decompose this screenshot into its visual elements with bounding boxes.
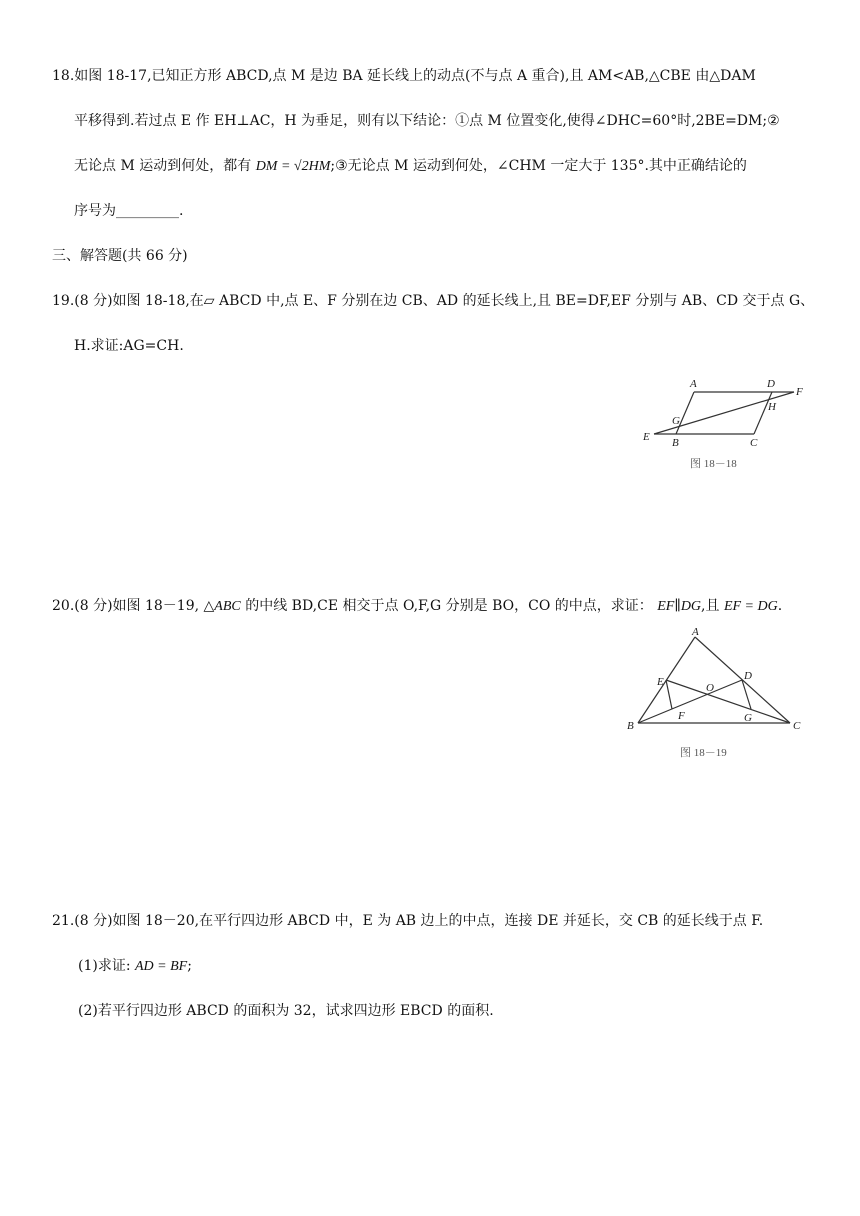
label-D: D xyxy=(744,670,752,682)
q21-part1-text-a: (1)求证: xyxy=(78,958,135,974)
q19-line2: H.求证:AG=CH. xyxy=(74,338,184,354)
figure-18-18 xyxy=(630,370,820,480)
figure-18-19 xyxy=(620,625,815,765)
q20-text-c: ,且 xyxy=(701,598,724,614)
label-G: G xyxy=(672,415,680,427)
section-title: 三、解答题(共 66 分) xyxy=(52,248,188,264)
label-F: F xyxy=(678,710,685,722)
segment-ef xyxy=(666,680,672,709)
label-B: B xyxy=(672,437,679,449)
segment-ef xyxy=(654,392,794,434)
label-O: O xyxy=(706,682,714,694)
q18-line3 xyxy=(74,157,747,176)
q20-formula-equal: EF = DG xyxy=(723,599,778,614)
figure-caption: 图 18－19 xyxy=(680,747,727,759)
q20-line1 xyxy=(52,597,782,616)
q18-line1: 18.如图 18-17,已知正方形 ABCD,点 M 是边 BA 延长线上的动点(不与点 A 重合),且 AM<AB,△CBE 由△DAM xyxy=(52,68,756,84)
edge-ba xyxy=(676,392,694,434)
q20-text-a: 20.(8 分)如图 18－19, xyxy=(52,598,204,614)
q18-line3-text-a: 无论点 M 运动到何处，都有 xyxy=(74,158,256,174)
label-B: B xyxy=(627,720,634,732)
label-A: A xyxy=(692,626,699,638)
q18-formula: DM = √2HM xyxy=(255,159,331,174)
edge-dc xyxy=(754,392,772,434)
figure-caption: 图 18－18 xyxy=(690,458,737,470)
q19-line1: 19.(8 分)如图 18-18,在▱ ABCD 中,点 E、F 分别在边 CB、AD 的延长线上,且 BE=DF,EF 分别与 AB、CD 交于点 G、 xyxy=(52,293,815,309)
q21-part1 xyxy=(78,957,192,976)
q20-text-d: . xyxy=(777,598,783,614)
label-A: A xyxy=(690,378,697,390)
label-G: G xyxy=(744,712,752,724)
q21-part2: (2)若平行四边形 ABCD 的面积为 32，试求四边形 EBCD 的面积. xyxy=(78,1003,494,1019)
q21-line1: 21.(8 分)如图 18－20,在平行四边形 ABCD 中，E 为 AB 边上的中点，连接 DE 并延长，交 CB 的延长线于点 F. xyxy=(52,913,764,929)
label-E: E xyxy=(643,431,650,443)
q21-formula: AD = BF xyxy=(135,959,188,974)
label-F: F xyxy=(796,386,803,398)
q18-line3-text-b: ;③无论点 M 运动到何处，∠CHM 一定大于 135°.其中正确结论的 xyxy=(330,158,747,174)
q18-line2: 平移得到.若过点 E 作 EH⊥AC，H 为垂足，则有以下结论：①点 M 位置变化,使得∠DHC=60°时,2BE=DM;② xyxy=(74,113,780,129)
q20-formula-parallel: EF∥DG xyxy=(657,599,702,614)
label-D: D xyxy=(767,378,775,390)
label-E: E xyxy=(657,676,664,688)
q21-part1-text-b: ; xyxy=(187,958,192,974)
label-C: C xyxy=(793,720,801,732)
q18-line4: 序号为_________. xyxy=(74,203,184,219)
label-C: C xyxy=(750,437,758,449)
q20-triangle: △ABC xyxy=(203,599,241,614)
q20-text-b: 的中线 BD,CE 相交于点 O,F,G 分别是 BO，CO 的中点，求证： xyxy=(240,598,658,614)
label-H: H xyxy=(768,401,776,413)
